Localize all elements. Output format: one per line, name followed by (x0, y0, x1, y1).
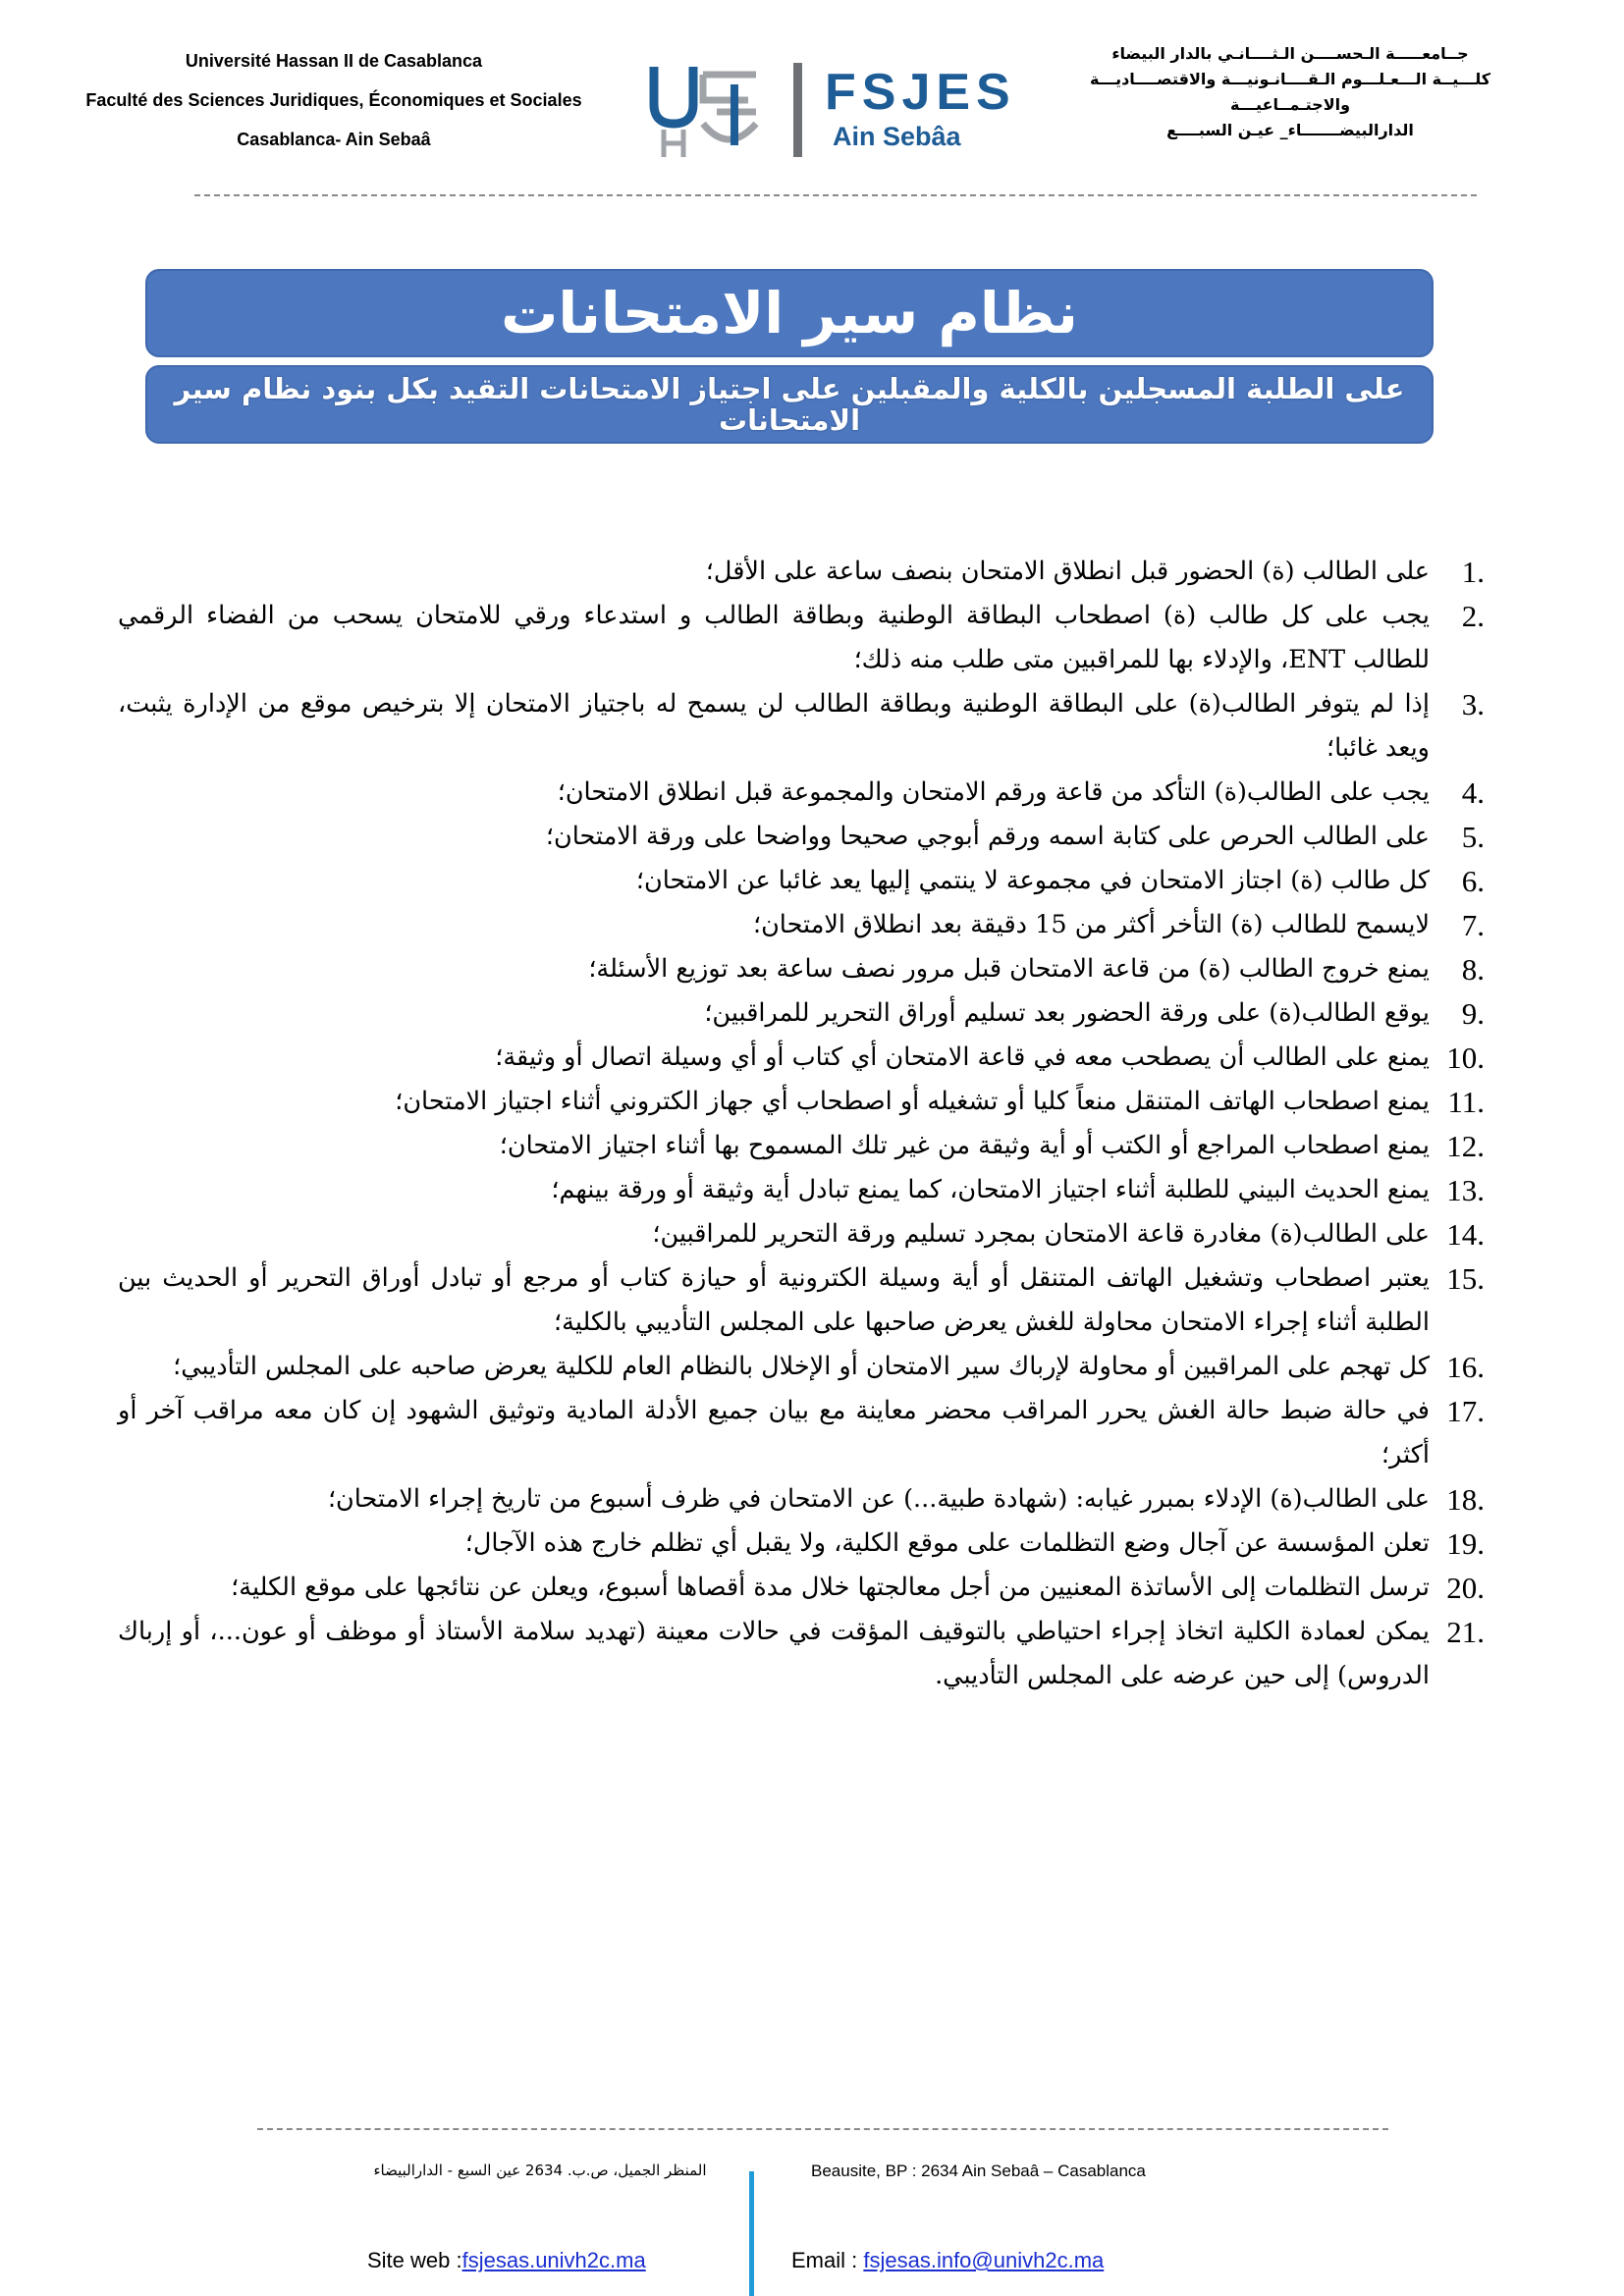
rule-item (118, 682, 1485, 771)
rule-number: 20. (1446, 1571, 1485, 1605)
rule-item (118, 947, 1485, 991)
rule-number: 14. (1446, 1217, 1485, 1252)
rule-item (118, 815, 1485, 859)
rule-item (118, 859, 1485, 903)
rule-text: يوقع الطالب(ة) على ورقة الحضور بعد تسليم أوراق التحرير للمراقبين؛ (704, 998, 1430, 1028)
website-link[interactable]: fsjesas.univh2c.ma (461, 2248, 646, 2272)
rule-text: يمنع خروج الطالب (ة) من قاعة الامتحان قبل مرور نصف ساعة بعد توزيع الأسئلة؛ (588, 954, 1430, 984)
rule-number: 19. (1446, 1526, 1485, 1561)
faculty-city-ar: الدارالبيضـــــــاء_ عيـن السبــــع (1166, 121, 1414, 139)
rule-number: 8. (1461, 952, 1485, 987)
rule-item (118, 1477, 1485, 1522)
rule-text: تعلن المؤسسة عن آجال وضع التظلمات على موقع الكلية، ولا يقبل أي تظلم خارج هذه الآجال؛ (464, 1528, 1430, 1558)
rule-number: 2. (1461, 599, 1485, 633)
rule-item (118, 1345, 1485, 1389)
logo-wordmark: FSJES (825, 64, 1016, 121)
rule-item (118, 1256, 1485, 1345)
rule-number: 9. (1461, 996, 1485, 1031)
rule-text: يجب على كل طالب (ة) اصطحاب البطاقة الوطنية وبطاقة الطالب و استدعاء ورقي للامتحان يسحب من الفضاء الرقمي للطالب ENT، والإدلاء بها للمراقبين متى طلب منه ذلك؛ (118, 601, 1430, 674)
rule-text: كل تهجم على المراقبين أو محاولة لإرباك سير الامتحان أو الإخلال بالنظام العام للكلية يعرض صاحبه على المجلس التأديبي؛ (173, 1352, 1430, 1381)
rule-text: يعتبر اصطحاب وتشغيل الهاتف المتنقل أو أية وسيلة الكترونية أو حيازة كتاب أو مرجع أو تبادل أوراق التحرير أو الحديث بين الطلبة أثناء إجراء الامتحان محاولة للغش يعرض صاحبها على المجلس التأديبي بالكلية؛ (118, 1263, 1430, 1337)
rule-item (118, 1212, 1485, 1256)
rule-text: لايسمح للطالب (ة) التأخر أكثر من 15 دقيقة بعد انطلاق الامتحان؛ (752, 910, 1430, 939)
rule-text: على الطالب الحرص على كتابة اسمه ورقم أبوجي صحيحا وواضحا على ورقة الامتحان؛ (545, 822, 1430, 851)
rule-text: في حالة ضبط حالة الغش يحرر المراقب محضر معاينة مع بيان جميع الأدلة المادية وتوثيق الشهود إن كان معه مراقب آخر أو أكثر؛ (118, 1396, 1430, 1469)
faculty-name-ar-cont: والاجتـمــاعيـــة (1229, 95, 1351, 114)
rule-item (118, 594, 1485, 682)
page-subtitle: على الطلبة المسجلين بالكلية والمقبلين على اجتياز الامتحانات التقيد بكل بنود نظام سير الامتحانات (174, 372, 1405, 437)
rule-number: 18. (1446, 1482, 1485, 1517)
rule-number: 17. (1446, 1394, 1485, 1428)
rule-text: يمنع الحديث البيني للطلبة أثناء اجتياز الامتحان، كما يمنع تبادل أية وثيقة أو ورقة بينهم؛ (551, 1175, 1430, 1204)
university-name: Université Hassan II de Casablanca (185, 51, 483, 71)
rule-number: 4. (1461, 775, 1485, 810)
rule-number: 16. (1446, 1350, 1485, 1384)
rule-text: ترسل التظلمات إلى الأساتذة المعنيين من أجل معالجتها خلال مدة أقصاها أسبوع، ويعلن عن نتائجها على موقع الكلية؛ (231, 1573, 1430, 1602)
rule-item (118, 991, 1485, 1036)
rule-text: على الطالب(ة) مغادرة قاعة الامتحان بمجرد تسليم ورقة التحرير للمراقبين؛ (652, 1219, 1430, 1249)
rule-text: يجب على الطالب(ة) التأكد من قاعة ورقم الامتحان والمجموعة قبل انطلاق الامتحان؛ (557, 777, 1430, 807)
rule-item (118, 1566, 1485, 1610)
rule-number: 10. (1446, 1041, 1485, 1075)
rule-text: إذا لم يتوفر الطالب(ة) على البطاقة الوطنية وبطاقة الطالب لن يسمح له باجتياز الامتحان إلا بترخيص موقع من الإدارة يثبت، ويعد غائبا؛ (118, 689, 1430, 763)
rule-item (118, 1610, 1485, 1698)
rule-number: 13. (1446, 1173, 1485, 1207)
rule-item (118, 550, 1485, 594)
email-label: Email : (791, 2248, 864, 2272)
rule-text: يمنع اصطحاب الهاتف المتنقل منعاً كليا أو تشغيله أو اصطحاب أي جهاز الكتروني أثناء اجتياز الامتحان؛ (395, 1087, 1430, 1116)
rule-number: 6. (1461, 864, 1485, 898)
header-french-block (39, 41, 628, 159)
rule-number: 5. (1461, 820, 1485, 854)
header-divider (194, 194, 1477, 196)
rule-item (118, 1036, 1485, 1080)
rule-number: 12. (1446, 1129, 1485, 1163)
rule-item (118, 1080, 1485, 1124)
footer-website (367, 2248, 646, 2273)
rule-number: 21. (1446, 1615, 1485, 1649)
faculty-name-ar: كلـــيــة الـــعـلـــوم الـقــــانـونيـــة والاقتصــــاديـــة (1089, 70, 1491, 88)
footer-accent-bar (749, 2171, 754, 2296)
rule-number: 1. (1461, 555, 1485, 589)
subtitle-banner (145, 365, 1434, 444)
faculty-name: Faculté des Sciences Juridiques, Économiques et Sociales (85, 90, 582, 110)
rule-number: 15. (1446, 1261, 1485, 1296)
rule-text: يمنع على الطالب أن يصطحب معه في قاعة الامتحان أي كتاب أو أي وسيلة اتصال أو وثيقة؛ (495, 1042, 1430, 1072)
website-label: Site web : (367, 2248, 462, 2272)
rule-item (118, 1168, 1485, 1212)
rule-number: 7. (1461, 908, 1485, 942)
fsjes-logo (646, 61, 1029, 159)
header-arabic-block (1084, 41, 1496, 143)
footer-address-fr: Beausite, BP : 2634 Ain Sebaâ – Casablanca (811, 2162, 1146, 2180)
footer-address-ar: المنظر الجميل، ص.ب. 2634 عين السبع - الدارالبيضاء (373, 2162, 707, 2179)
rule-item (118, 1522, 1485, 1566)
rule-item (118, 1124, 1485, 1168)
university-name-ar: جــامعـــــة الـحســــن الـثــــانـي بالدار البيضاء (1111, 44, 1469, 63)
rule-text: على الطالب(ة) الإدلاء بمبرر غيابه: (شهادة طبية...) عن الامتحان في ظرف أسبوع من تاريخ إجراء الامتحان؛ (327, 1484, 1430, 1514)
uh2c-emblem-icon (646, 61, 813, 159)
rule-item (118, 1389, 1485, 1477)
rule-text: يمنع اصطحاب المراجع أو الكتب أو أية وثيقة من غير تلك المسموح بها أثناء اجتياز الامتحان؛ (499, 1131, 1430, 1160)
rule-item (118, 903, 1485, 947)
exam-rules-list (118, 550, 1485, 1698)
rule-item (118, 771, 1485, 815)
rule-number: 11. (1447, 1085, 1485, 1119)
footer-divider (257, 2128, 1388, 2130)
rule-number: 3. (1461, 687, 1485, 721)
rule-text: على الطالب (ة) الحضور قبل انطلاق الامتحان بنصف ساعة على الأقل؛ (705, 557, 1430, 586)
rule-text: كل طالب (ة) اجتاز الامتحان في مجموعة لا ينتمي إليها يعد غائبا عن الامتحان؛ (635, 866, 1430, 895)
faculty-city: Casablanca- Ain Sebaâ (237, 130, 431, 149)
footer-email (791, 2248, 1104, 2273)
logo-location: Ain Sebâa (833, 122, 961, 151)
rule-text: يمكن لعمادة الكلية اتخاذ إجراء احتياطي بالتوقيف المؤقت في حالات معينة (تهديد سلامة الأستاذ أو موظف أو عون...، أو إرباك الدروس) إلى حين عرضه على المجلس التأديبي. (118, 1617, 1430, 1690)
page-title: نظام سير الامتحانات (501, 280, 1078, 347)
page-title-banner (145, 269, 1434, 357)
email-link[interactable]: fsjesas.info@univh2c.ma (863, 2248, 1105, 2272)
